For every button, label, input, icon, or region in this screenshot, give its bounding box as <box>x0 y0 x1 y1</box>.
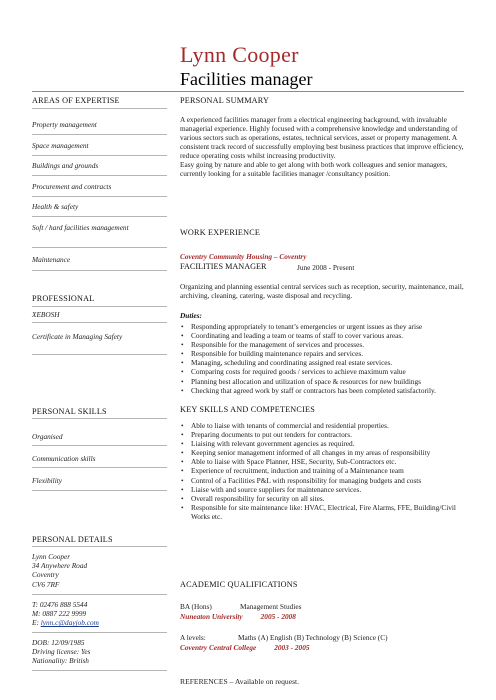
dob: DOB: 12/09/1985 <box>32 638 85 647</box>
expertise-item: Soft / hard facilities management <box>32 223 129 232</box>
summary-paragraph: Easy going by nature and able to get along with both work colleagues and senior managers, currently looking for a suitable facilities manager /consultancy position. <box>180 160 448 179</box>
university-name: Nuneaton University <box>180 612 243 621</box>
list-item: • Liaising with relevant government agencies as required. <box>180 439 470 448</box>
list-item: • Able to liaise with Space Planner, HSE, Security, Sub-Contractors etc. <box>180 457 470 466</box>
references-line <box>180 677 299 686</box>
divider <box>32 467 167 468</box>
college-dates: 2003 - 2005 <box>274 643 310 652</box>
list-item: • Keeping senior management informed of all changes in my areas of responsibility <box>180 448 470 457</box>
expertise-item: Buildings and grounds <box>32 161 99 170</box>
driving-license: Driving license: Yes <box>32 647 91 657</box>
phone-t: T: 02476 888 5544 <box>32 600 88 609</box>
college-line <box>180 643 310 652</box>
duties-list <box>180 322 470 395</box>
list-item: • Responsible for site maintenance like: HVAC, Electrical, Fire Alarms, FFE, Building/Civil Works etc. <box>180 503 470 521</box>
list-item: • Liaise with and source suppliers for maintenance services. <box>180 485 470 494</box>
job-title: Facilities manager <box>180 69 313 89</box>
skill-item: Flexibility <box>32 476 62 485</box>
degree: BA (Hons) <box>180 602 212 611</box>
academic-heading: ACADEMIC QUALIFICATIONS <box>180 580 298 589</box>
divider <box>32 108 167 109</box>
divider <box>32 216 167 217</box>
divider <box>32 175 167 176</box>
university-line <box>180 612 296 621</box>
degree-subject: Management Studies <box>240 602 302 611</box>
address-line: Lynn Cooper <box>32 552 71 561</box>
college-name: Coventry Central College <box>180 643 257 652</box>
candidate-name: Lynn Cooper <box>180 42 299 67</box>
divider <box>32 445 167 446</box>
skill-item: Organised <box>32 432 63 441</box>
expertise-item: Maintenance <box>32 255 71 264</box>
divider <box>32 155 167 156</box>
list-item: • Checking that agreed work by staff or contractors has been completed satisfactorily. <box>180 386 470 395</box>
skill-item: Communication skills <box>32 454 96 463</box>
professional-item: XEBOSH <box>32 310 60 319</box>
divider <box>32 594 167 595</box>
address-block <box>32 552 87 589</box>
divider <box>32 322 167 323</box>
list-item: • Planning best allocation and utilization of space & resources for new buildings <box>180 377 470 386</box>
list-item: • Coordinating and leading a team or teams of staff to cover various areas. <box>180 331 470 340</box>
divider <box>32 670 167 671</box>
list-item: • Responsible for the management of services and processes. <box>180 340 470 349</box>
expertise-item: Health & safety <box>32 202 79 211</box>
expertise-item: Space management <box>32 141 89 150</box>
role-intro: Organizing and planning essential central services such as reception, security, maintenance, mail, archiving, cleaning, catering, waste disposal and recycling. <box>180 282 464 301</box>
university-dates: 2005 - 2008 <box>260 612 296 621</box>
email-line <box>32 618 99 627</box>
header-divider <box>32 91 464 92</box>
list-item: • Responding appropriately to tenant’s emergencies or urgent issues as they arise <box>180 322 470 331</box>
professional-heading: PROFESSIONAL <box>32 294 95 303</box>
duties-label: Duties: <box>180 311 202 320</box>
contact-block <box>32 600 99 628</box>
alevels-grades: Maths (A) English (B) Technology (B) Science (C) <box>238 633 388 642</box>
list-item: • Able to liaise with tenants of commercial and residential properties. <box>180 421 470 430</box>
personal-skills-heading: PERSONAL SKILLS <box>32 407 107 416</box>
company-name: Coventry Community Housing – Coventry <box>180 252 307 261</box>
summary-paragraph: A experienced facilities manager from a electrical engineering background, with invaluable managerial experience. Highly focused with a comprehensive knowledge and understanding of various sectors such as operations, estates, technical services, asset or property management. A consistent track record of successfully employing best business practices that improve efficiency, reduce operating costs whilst increasing productivity. <box>180 115 464 161</box>
divider <box>32 490 167 491</box>
work-heading: WORK EXPERIENCE <box>180 228 261 237</box>
summary-heading: PERSONAL SUMMARY <box>180 96 270 105</box>
divider <box>32 546 167 547</box>
divider <box>32 418 167 419</box>
references-text: – Available on request. <box>227 677 300 686</box>
expertise-item: Property management <box>32 120 97 129</box>
list-item: • Preparing documents to put out tenders for contractors. <box>180 430 470 439</box>
expertise-heading: AREAS OF EXPERTISE <box>32 96 120 105</box>
list-item: • Control of a Facilities P&L with responsibility for managing budgets and costs <box>180 476 470 485</box>
list-item: • Overall responsibility for security on all sites. <box>180 494 470 503</box>
list-item: • Experience of recruitment, induction and training of a Maintenance team <box>180 466 470 475</box>
email-prefix: E: <box>32 618 41 628</box>
address-line: Coventry <box>32 570 59 580</box>
details-block <box>32 638 91 666</box>
references-heading: REFERENCES <box>180 677 228 686</box>
list-item: • Responsible for building maintenance repairs and services. <box>180 349 470 358</box>
personal-details-heading: PERSONAL DETAILS <box>32 535 113 544</box>
divider <box>32 354 167 355</box>
skills-list <box>180 421 470 521</box>
nationality: Nationality: British <box>32 656 89 666</box>
role-dates: June 2008 - Present <box>297 263 355 272</box>
phone-m: M: 0887 222 9999 <box>32 609 87 619</box>
email-link[interactable]: lynn.c@dayjob.com <box>40 618 99 628</box>
divider <box>32 306 167 307</box>
address-line: 34 Anywhere Road <box>32 561 88 571</box>
expertise-item: Procurement and contracts <box>32 182 112 191</box>
list-item: • Comparing costs for required goods / services to achieve maximum value <box>180 367 470 376</box>
divider <box>32 247 167 248</box>
professional-item: Certificate in Managing Safety <box>32 332 123 341</box>
divider <box>32 632 167 633</box>
skills-heading: KEY SKILLS AND COMPETENCIES <box>180 405 315 414</box>
alevels-label: A levels: <box>180 633 206 642</box>
divider <box>32 196 167 197</box>
divider <box>32 270 167 271</box>
list-item: • Managing, scheduling and coordinating assigned real estate services. <box>180 358 470 367</box>
role-title: FACILITIES MANAGER <box>180 262 267 271</box>
divider <box>32 134 167 135</box>
address-line: CV6 7RF <box>32 579 60 589</box>
